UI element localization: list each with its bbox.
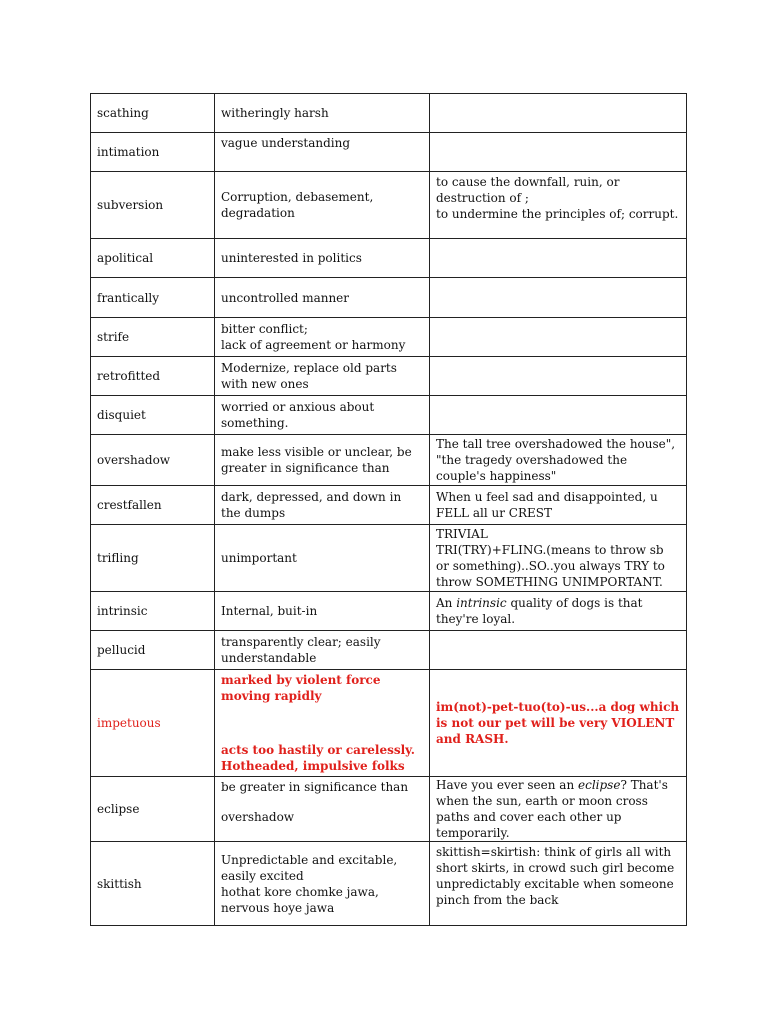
table-row	[91, 239, 687, 278]
word-cell: subversion	[91, 172, 215, 239]
meaning-line: nervous hoye jawa	[221, 900, 335, 915]
note-text: ? That's when the sun, earth or moon cross paths and cover each other up temporarily.	[436, 778, 668, 840]
note-text: An	[436, 596, 457, 610]
table-row	[91, 670, 687, 777]
meaning-cell	[215, 777, 430, 842]
note-text: quality of dogs is that they're loyal.	[436, 596, 643, 626]
note-text: Have you ever seen an	[436, 778, 578, 792]
table-row	[91, 278, 687, 318]
meaning-cell	[215, 318, 430, 357]
meaning-cell: Internal, buit-in	[215, 592, 430, 631]
word-cell: scathing	[91, 94, 215, 133]
meaning-cell: uncontrolled manner	[215, 278, 430, 318]
note-emphasis: intrinsic	[456, 596, 507, 610]
spacer	[221, 704, 423, 742]
note-cell	[430, 172, 687, 239]
note-cell	[430, 396, 687, 435]
table-row	[91, 396, 687, 435]
word-cell: crestfallen	[91, 486, 215, 525]
word-cell: impetuous	[91, 670, 215, 777]
table-row	[91, 486, 687, 525]
word-cell: disquiet	[91, 396, 215, 435]
word-cell: trifling	[91, 525, 215, 592]
note-cell	[430, 357, 687, 396]
note-line: TRI(TRY)+FLING.(means to throw sb or something)..SO..you always TRY to throw SOMETHING UNIMPORTANT.	[436, 543, 665, 589]
table-row	[91, 592, 687, 631]
note-cell: skittish=skirtish: think of girls all with short skirts, in crowd such girl become unpredictably excitable when someone pinch from the back	[430, 842, 687, 926]
vocabulary-table	[90, 93, 687, 926]
note-cell: im(not)-pet-tuo(to)-us...a dog which is not our pet will be very VIOLENT and RASH.	[430, 670, 687, 777]
meaning-cell	[215, 670, 430, 777]
meaning-line: bitter conflict;	[221, 322, 308, 336]
table-row	[91, 842, 687, 926]
table-row	[91, 435, 687, 486]
note-cell: The tall tree overshadowed the house", "the tragedy overshadowed the couple's happiness"	[430, 435, 687, 486]
word-cell: retrofitted	[91, 357, 215, 396]
note-cell	[430, 278, 687, 318]
meaning-line: marked by violent force moving rapidly	[221, 673, 381, 703]
note-line: TRIVIAL	[436, 527, 488, 541]
word-cell: strife	[91, 318, 215, 357]
table-row	[91, 525, 687, 592]
table-row	[91, 631, 687, 670]
meaning-cell: Modernize, replace old parts with new ones	[215, 357, 430, 396]
word-cell: apolitical	[91, 239, 215, 278]
note-cell	[430, 525, 687, 592]
word-cell: overshadow	[91, 435, 215, 486]
meaning-cell: worried or anxious about something.	[215, 396, 430, 435]
word-cell: skittish	[91, 842, 215, 926]
note-line: to undermine the principles of; corrupt.	[436, 207, 679, 221]
table-row	[91, 357, 687, 396]
note-cell	[430, 631, 687, 670]
meaning-cell: dark, depressed, and down in the dumps	[215, 486, 430, 525]
word-cell: intrinsic	[91, 592, 215, 631]
note-cell: When u feel sad and disappointed, u FELL all ur CREST	[430, 486, 687, 525]
note-cell	[430, 318, 687, 357]
meaning-cell: make less visible or unclear, be greater in significance than	[215, 435, 430, 486]
table-row	[91, 133, 687, 172]
meaning-cell: vague understanding	[215, 133, 430, 172]
word-cell: eclipse	[91, 777, 215, 842]
meaning-cell	[215, 842, 430, 926]
word-cell: frantically	[91, 278, 215, 318]
table-row	[91, 94, 687, 133]
meaning-line: acts too hastily or carelessly. Hotheaded, impulsive folks	[221, 743, 415, 773]
meaning-cell: witheringly harsh	[215, 94, 430, 133]
meaning-cell: transparently clear; easily understandable	[215, 631, 430, 670]
spacer	[221, 795, 423, 809]
table-row	[91, 318, 687, 357]
word-cell: pellucid	[91, 631, 215, 670]
meaning-line: overshadow	[221, 810, 295, 824]
word-cell: intimation	[91, 133, 215, 172]
note-cell	[430, 239, 687, 278]
note-cell	[430, 94, 687, 133]
meaning-cell: unimportant	[215, 525, 430, 592]
meaning-cell: Corruption, debasement, degradation	[215, 172, 430, 239]
note-cell	[430, 777, 687, 842]
table-row	[91, 172, 687, 239]
meaning-line: Unpredictable and excitable, easily excited	[221, 852, 398, 883]
note-cell	[430, 592, 687, 631]
meaning-cell: uninterested in politics	[215, 239, 430, 278]
meaning-line: hothat kore chomke jawa,	[221, 884, 379, 899]
note-emphasis: eclipse	[578, 778, 621, 792]
note-line: to cause the downfall, ruin, or destruction of ;	[436, 175, 620, 205]
table-row	[91, 777, 687, 842]
meaning-line: lack of agreement or harmony	[221, 338, 406, 352]
note-cell	[430, 133, 687, 172]
meaning-line: be greater in significance than	[221, 780, 409, 794]
